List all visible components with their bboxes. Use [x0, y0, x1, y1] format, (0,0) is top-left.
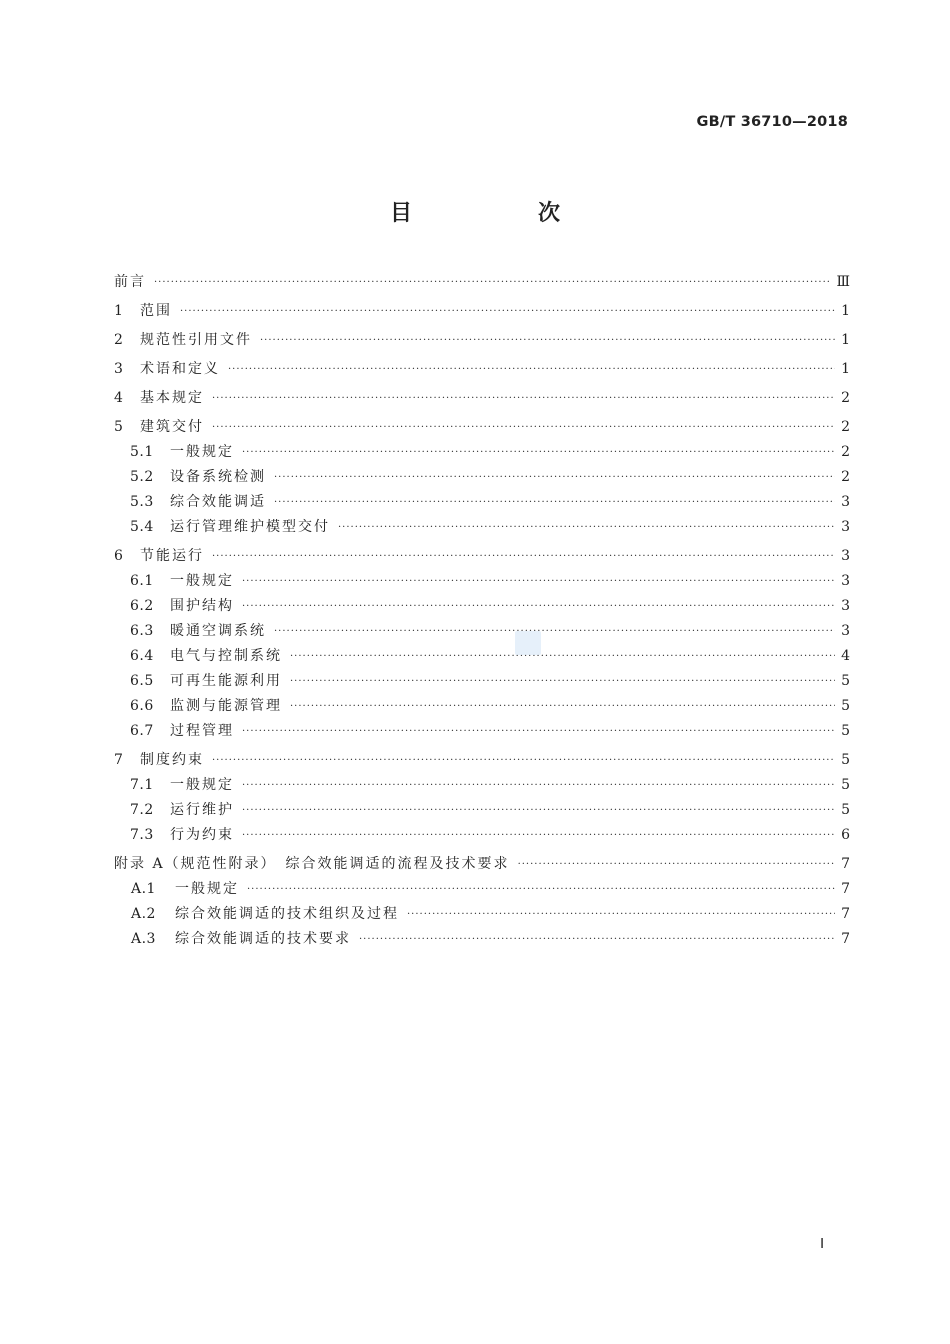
toc-entry-number: 7: [114, 752, 124, 768]
standard-number: GB/T 36710—2018: [696, 114, 848, 130]
toc-leader-dots: [242, 594, 835, 619]
toc-entry-page: 3: [841, 548, 850, 564]
toc-entry-page: 2: [841, 419, 850, 435]
toc-entry[interactable]: [114, 386, 850, 411]
toc-entry-title: 监测与能源管理: [170, 698, 282, 714]
toc-entry-title: 前言: [114, 274, 146, 290]
toc-entry[interactable]: [114, 773, 850, 798]
page-number: Ⅰ: [820, 1237, 825, 1252]
toc-entry-number: 6.3: [130, 623, 154, 639]
toc-entry-page: 1: [841, 361, 850, 377]
toc-leader-dots: [242, 823, 835, 848]
toc-entry[interactable]: [114, 465, 850, 490]
toc-entry-page: 2: [841, 444, 850, 460]
toc-entry[interactable]: [114, 902, 850, 927]
toc-leader-dots: [242, 719, 835, 744]
toc-leader-dots: [212, 748, 835, 773]
toc-leader-dots: [518, 852, 836, 877]
toc-leader-dots: [212, 415, 835, 440]
toc-entry[interactable]: [114, 569, 850, 594]
toc-entry-title: 综合效能调适: [170, 494, 266, 510]
toc-entry-page: 7: [841, 881, 850, 897]
toc-entry-title: 建筑交付: [140, 419, 204, 435]
toc-leader-dots: [247, 877, 835, 902]
toc-entry-title: 一般规定: [170, 444, 234, 460]
toc-entry[interactable]: [114, 719, 850, 744]
toc-entry-number: 6.2: [130, 598, 154, 614]
toc-entry-page: 5: [841, 673, 850, 689]
toc-leader-dots: [407, 902, 835, 927]
toc-entry[interactable]: [114, 619, 850, 644]
toc-entry-title: 运行管理维护模型交付: [170, 519, 330, 535]
toc-entry-number: 6.5: [130, 673, 154, 689]
toc-entry-number: A.2: [131, 906, 156, 922]
toc-entry-title: 围护结构: [170, 598, 234, 614]
toc-entry-page: 6: [841, 827, 850, 843]
toc-entry-title: 电气与控制系统: [170, 648, 282, 664]
toc-entry-number: 7.3: [130, 827, 154, 843]
toc-entry-title: 制度约束: [140, 752, 204, 768]
toc-entry-title: 一般规定: [170, 573, 234, 589]
toc-entry-title: 范围: [140, 303, 172, 319]
toc-entry-title: 综合效能调适的技术组织及过程: [175, 906, 399, 922]
toc-entry-page: 7: [841, 856, 850, 872]
toc-entry-page: 7: [841, 906, 850, 922]
toc-entry-number: A.3: [131, 931, 156, 947]
toc-entry-page: 5: [841, 802, 850, 818]
toc-leader-dots: [242, 440, 835, 465]
toc-entry-page: Ⅲ: [836, 274, 850, 290]
toc-leader-dots: [290, 669, 835, 694]
toc-entry[interactable]: [114, 544, 850, 569]
toc-leader-dots: [212, 386, 835, 411]
toc-entry-page: 3: [841, 598, 850, 614]
toc-entry-title: 可再生能源利用: [170, 673, 282, 689]
toc-entry-title: 过程管理: [170, 723, 234, 739]
toc-entry-number: 4: [114, 390, 124, 406]
table-of-contents: [114, 270, 850, 952]
toc-leader-dots: [338, 515, 835, 540]
toc-entry[interactable]: [114, 357, 850, 382]
toc-leader-dots: [154, 270, 830, 295]
toc-entry[interactable]: [114, 748, 850, 773]
toc-leader-dots: [274, 465, 835, 490]
toc-entry-number: 6.6: [130, 698, 154, 714]
page-title: 目 次: [389, 201, 612, 226]
toc-entry[interactable]: [114, 823, 850, 848]
toc-leader-dots: [290, 644, 835, 669]
toc-entry-page: 5: [841, 723, 850, 739]
toc-entry-number: 5.3: [130, 494, 154, 510]
toc-leader-dots: [180, 299, 835, 324]
toc-entry-number: 3: [114, 361, 124, 377]
toc-leader-dots: [212, 544, 835, 569]
toc-leader-dots: [242, 773, 835, 798]
toc-entry[interactable]: [114, 852, 850, 877]
toc-entry-page: 3: [841, 519, 850, 535]
toc-entry-page: 7: [841, 931, 850, 947]
toc-entry[interactable]: [114, 877, 850, 902]
watermark-logo: [515, 631, 541, 655]
toc-leader-dots: [290, 694, 835, 719]
toc-leader-dots: [359, 927, 835, 952]
toc-entry[interactable]: [114, 328, 850, 353]
toc-entry-title: 设备系统检测: [170, 469, 266, 485]
toc-leader-dots: [274, 490, 835, 515]
toc-entry-page: 5: [841, 752, 850, 768]
toc-leader-dots: [242, 798, 835, 823]
toc-entry-title: 综合效能调适的技术要求: [175, 931, 351, 947]
toc-entry-title: 行为约束: [170, 827, 234, 843]
toc-entry-number: 6.4: [130, 648, 154, 664]
toc-entry[interactable]: [114, 594, 850, 619]
toc-entry-page: 1: [841, 332, 850, 348]
toc-leader-dots: [242, 569, 835, 594]
toc-entry[interactable]: [114, 927, 850, 952]
toc-entry-title: 运行维护: [170, 802, 234, 818]
toc-entry-page: 3: [841, 623, 850, 639]
toc-entry[interactable]: [114, 515, 850, 540]
toc-entry-title: 暖通空调系统: [170, 623, 266, 639]
toc-entry[interactable]: [114, 669, 850, 694]
toc-entry-number: 5.1: [130, 444, 154, 460]
toc-entry-page: 4: [841, 648, 850, 664]
toc-entry-number: A.1: [131, 881, 156, 897]
toc-entry-page: 2: [841, 390, 850, 406]
toc-entry-number: 6.7: [130, 723, 154, 739]
toc-entry-title: 节能运行: [140, 548, 204, 564]
toc-entry-page: 5: [841, 698, 850, 714]
toc-leader-dots: [260, 328, 835, 353]
toc-entry-number: 7.1: [130, 777, 154, 793]
toc-entry-title: 附录 A（规范性附录） 综合效能调适的流程及技术要求: [114, 856, 510, 872]
toc-entry-title: 术语和定义: [140, 361, 220, 377]
toc-entry-page: 5: [841, 777, 850, 793]
toc-entry[interactable]: [114, 644, 850, 669]
toc-entry-number: 5: [114, 419, 124, 435]
toc-entry[interactable]: [114, 299, 850, 324]
toc-entry-number: 1: [114, 303, 124, 319]
toc-entry-number: 2: [114, 332, 124, 348]
toc-entry-page: 3: [841, 573, 850, 589]
toc-entry-number: 5.2: [130, 469, 154, 485]
toc-entry-number: 6.1: [130, 573, 154, 589]
toc-entry-number: 7.2: [130, 802, 154, 818]
toc-entry[interactable]: [114, 270, 850, 295]
toc-entry-title: 基本规定: [140, 390, 204, 406]
toc-entry-number: 6: [114, 548, 124, 564]
toc-entry[interactable]: [114, 490, 850, 515]
toc-entry-page: 1: [841, 303, 850, 319]
toc-entry-page: 3: [841, 494, 850, 510]
toc-entry-number: 5.4: [130, 519, 154, 535]
toc-entry[interactable]: [114, 440, 850, 465]
toc-entry[interactable]: [114, 694, 850, 719]
toc-entry-title: 规范性引用文件: [140, 332, 252, 348]
toc-entry-page: 2: [841, 469, 850, 485]
toc-leader-dots: [274, 619, 835, 644]
toc-entry[interactable]: [114, 798, 850, 823]
toc-leader-dots: [228, 357, 835, 382]
toc-entry-title: 一般规定: [170, 777, 234, 793]
toc-entry-title: 一般规定: [175, 881, 239, 897]
toc-entry[interactable]: [114, 415, 850, 440]
